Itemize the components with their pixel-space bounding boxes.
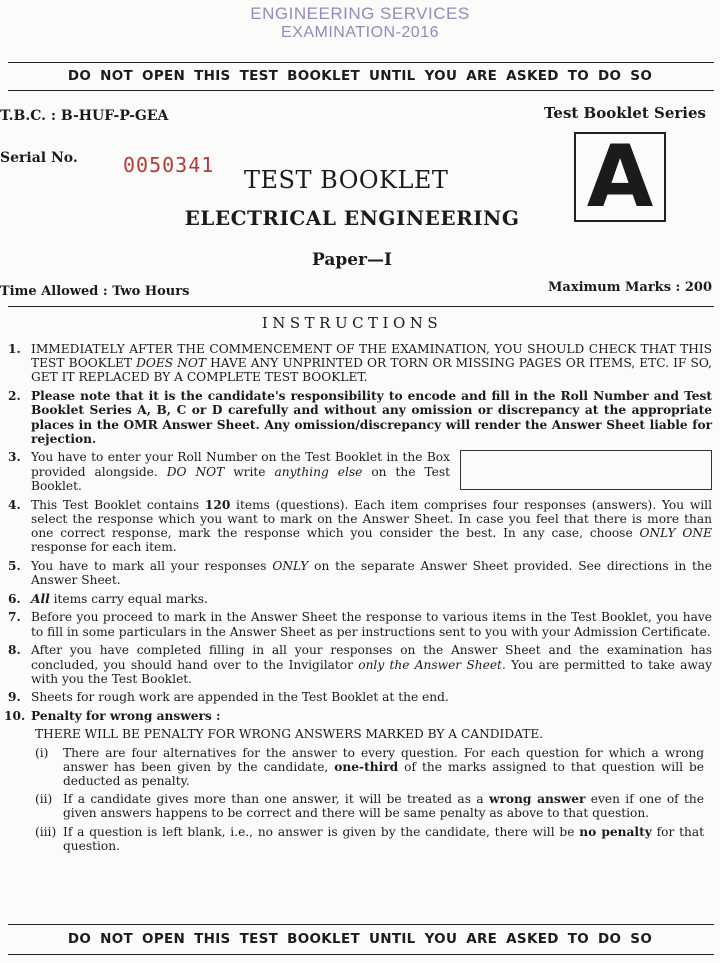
exam-stamp [0, 4, 720, 42]
roll-number-box[interactable] [460, 450, 712, 490]
stamp-line-1: ENGINEERING SERVICES [250, 4, 470, 23]
instructions-heading: INSTRUCTIONS [261, 314, 443, 332]
instruction-item: 3. You have to enter your Roll Number on the Test Booklet in the Box provided alongside. DO NOT write anything else on the Test Booklet. [0, 450, 720, 493]
tbc-code: T.B.C. : B-HUF-P-GEA [0, 108, 169, 124]
stamp-line-2: EXAMINATION-2016 [281, 24, 439, 41]
instruction-item: 6. All items carry equal marks. [8, 591, 208, 606]
top-rule-lower [8, 90, 714, 91]
serial-label: Serial No. [0, 150, 78, 166]
instruction-item: 1. IMMEDIATELY AFTER THE COMMENCEMENT OF THE EXAMINATION, YOU SHOULD CHECK THAT THIS TEST BOOKLET DOES NOT HAVE ANY UNPRINTED OR TORN OR MISSING PAGES OR ITEMS, ETC. IF SO, GET IT REPLACED BY A COMPLETE TEST BOOKLET. [8, 342, 712, 385]
instructions-list [0, 342, 720, 858]
booklet-title: TEST BOOKLET [244, 166, 449, 194]
penalty-rule: (ii) If a candidate gives more than one answer, it will be treated as a wrong answer even if one of the given answers happens to be correct and there will be same penalty as above to that question. [35, 792, 704, 821]
instruction-item: 5. You have to mark all your responses ONLY on the separate Answer Sheet provided. See directions in the Answer Sheet. [8, 558, 712, 588]
top-warning-banner: DO NOT OPEN THIS TEST BOOKLET UNTIL YOU ARE ASKED TO DO SO [67, 68, 653, 84]
paper-title: Paper—I [312, 250, 392, 270]
series-label: Test Booklet Series [543, 104, 706, 122]
penalty-intro: THERE WILL BE PENALTY FOR WRONG ANSWERS MARKED BY A CANDIDATE. [35, 727, 544, 742]
instruction-item: 7. Before you proceed to mark in the Answer Sheet the response to various items in the Test Booklet, you have to fill in some particulars in the Answer Sheet as per instructions sent to you with your Admission Certificate. [8, 610, 712, 639]
penalty-rule: (i) There are four alternatives for the answer to every question. For each question for which a wrong answer has been given by the candidate, one-third of the marks assigned to that question will be deducted as penalty. [35, 745, 705, 788]
bottom-warning-banner: DO NOT OPEN THIS TEST BOOKLET UNTIL YOU ARE ASKED TO DO SO [67, 931, 653, 947]
series-letter: A [586, 127, 654, 227]
top-rule [8, 62, 714, 63]
serial-number: 0050341 [123, 153, 215, 177]
bottom-rule [8, 924, 714, 925]
time-allowed: Time Allowed : Two Hours [0, 284, 190, 299]
instruction-item: 8. After you have completed filling in all your responses on the Answer Sheet and the examination has concluded, you should hand over to the Invigilator only the Answer Sheet. You are permitted to take away with you the Test Booklet. [8, 643, 712, 686]
maximum-marks: Maximum Marks : 200 [548, 280, 712, 295]
penalty-rule: (iii) If a question is left blank, i.e., no answer is given by the candidate, there will be no penalty for that question. [35, 824, 704, 853]
instruction-item-penalty: 10. Penalty for wrong answers : THERE WILL BE PENALTY FOR WRONG ANSWERS MARKED BY A CANDIDATE. (i) There are four alternatives for the answer to every question. For each question for which a wrong answer has been given by the candidate, one-third of the marks assigned to that question will be deducted as penalty. (ii) If a candidate gives more than one answer, it will be treated as a wrong answer even if one of the given answers happens to be correct and there will be same penalty as above to that question. (iii) If a question is left blank, i.e., no answer is given by the candidate, there will be no penalty for that question. [0, 709, 720, 853]
instruction-item: 2. Please note that it is the candidate's responsibility to encode and fill in the Roll Number and Test Booklet Series A, B, C or D carefully and without any omission or discrepancy at the appropriate places in the OMR Answer Sheet. Any omission/discrepancy will render the Answer Sheet liable for rejection. [8, 389, 712, 446]
penalty-heading: Penalty for wrong answers : [31, 709, 221, 724]
subject-title: ELECTRICAL ENGINEERING [184, 206, 520, 230]
instruction-item: 4. This Test Booklet contains 120 items (questions). Each item comprises four responses (answers). You will select the response which you want to mark on the Answer Sheet. In case you feel that there is more than one correct response, mark the response which you consider the best. In any case, choose ONLY ONE response for each item. [8, 497, 712, 555]
bottom-rule-lower [8, 954, 714, 955]
instruction-item: 9. Sheets for rough work are appended in the Test Booklet at the end. [8, 690, 449, 705]
instructions-rule [8, 306, 714, 307]
